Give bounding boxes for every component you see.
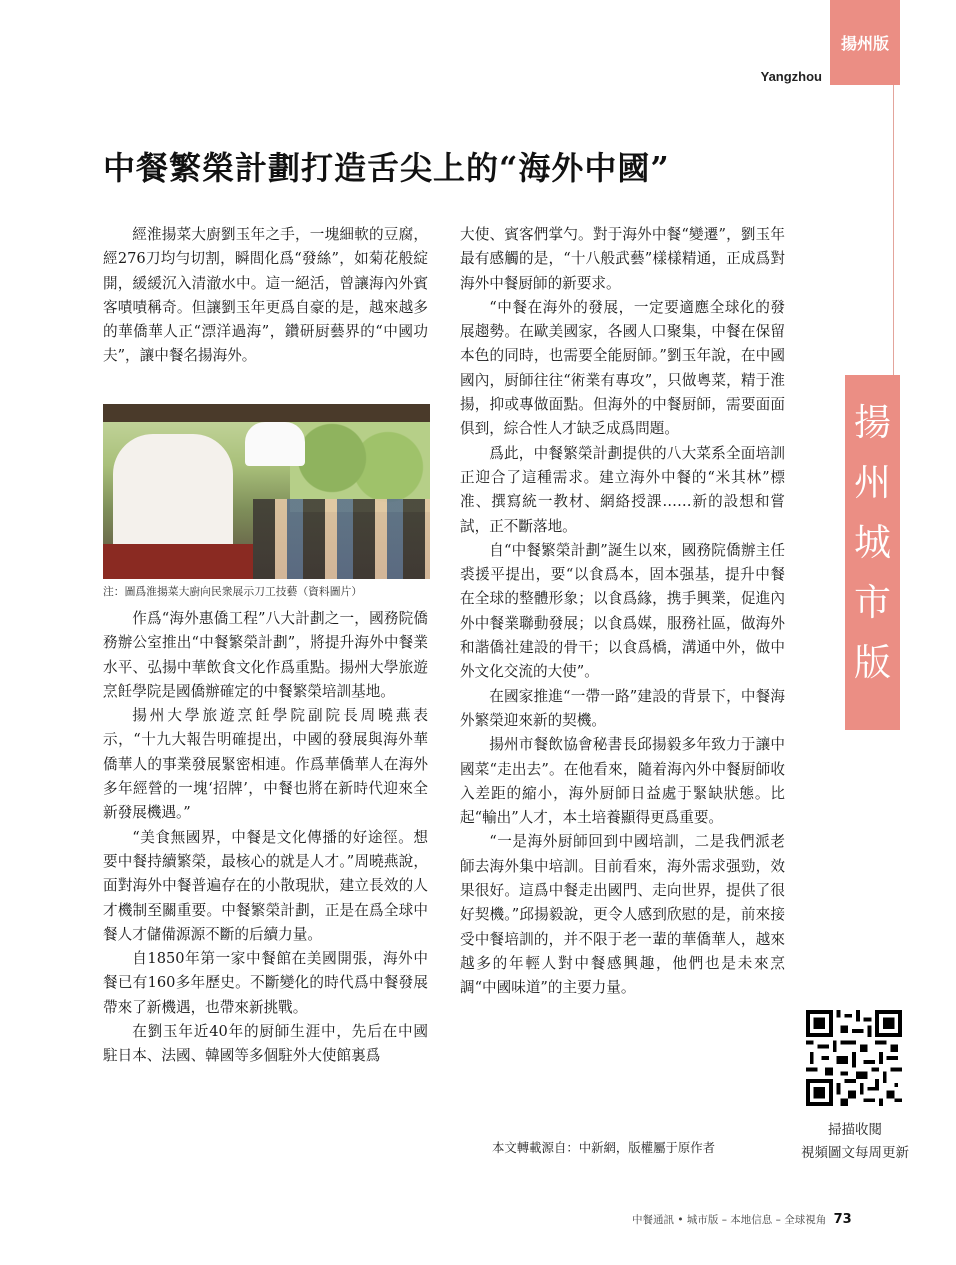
paragraph: 爲此，中餐繁榮計劃提供的八大菜系全面培訓正迎合了這種需求。建立海外中餐的“米其林”標准、撰寫統一教材、網絡授課……新的設想和嘗試，正不斷落地。 [460,444,785,535]
side-edition-tab [845,375,900,730]
left-column-top [103,223,428,369]
qr-label-line2: 視頻圖文每周更新 [801,1145,909,1161]
qr-label-line1: 掃描收閱 [828,1122,882,1138]
paragraph: “中餐在海外的發展，一定要適應全球化的發展趨勢。在歐美國家，各國人口聚集，中餐在保留本色的同時，也需要全能厨師。”劉玉年說，在中國國內，厨師往往“術業有專攻”，只做粵菜，精于淮揚，抑或專做面點。但海外的中餐厨師，需要面面俱到，綜合性人才缺乏成爲問題。 [460,298,785,438]
paragraph: 揚州大學旅遊烹飪學院副院長周曉燕表示，“十九大報告明確提出，中國的發展與海外華僑華人的事業發展緊密相連。作爲華僑華人在海外多年經營的一塊‘招牌’，中餐也將在新時代迎來全新發展機遇。” [103,707,428,822]
edition-tab: 揚州版 [830,0,900,85]
footer-publication: 中餐通訊 • 城市版 – 本地信息 – 全球視角 [632,1214,827,1226]
paragraph: 作爲“海外惠僑工程”八大計劃之一，國務院僑務辦公室推出“中餐繁榮計劃”，將提升海外中餐業水平、弘揚中華飲食文化作爲重點。揚州大學旅遊烹飪學院是國僑辦確定的中餐繁榮培訓基地。 [103,610,428,700]
left-column-bottom [103,607,428,1069]
photo-apron [103,544,253,579]
side-tab-char: 版 [854,641,891,684]
qr-code-icon [806,1010,902,1106]
photo-crowd [253,499,430,579]
side-tab-char: 市 [854,581,891,624]
article-photo [103,404,430,579]
side-tab-char: 城 [854,521,891,564]
side-tab-char: 州 [854,461,891,504]
paragraph: “一是海外厨師回到中國培訓，二是我們派老師去海外集中培訓。目前看來，海外需求强勁，效果很好。這爲中餐走出國門、走向世界，提供了很好契機。”邱揚毅說，更令人感到欣慰的是，前來接受中餐培訓的，并不限于老一輩的華僑華人，越來越多的年輕人對中餐感興趣，他們也是未來烹調“中國味道”的主要力量。 [460,833,785,997]
paragraph: 自“中餐繁榮計劃”誕生以來，國務院僑辦主任裘援平提出，要“以食爲本，固本强基，提升中餐在全球的整體形象；以食爲緣，携手興業，促進內外中餐業聯動發展；以食爲媒，服務社區，做海外和諧僑社建設的骨干；以食爲橋，溝通中外，做中外文化交流的大使”。 [460,541,785,681]
side-tab-char: 揚 [854,401,891,444]
photo-chef-hat [245,422,305,466]
photo-caption: 注：圖爲淮揚菜大廚向民衆展示刀工技藝（資料圖片） [103,585,363,598]
side-rule [893,85,894,375]
page-number: 73 [833,1212,852,1227]
paragraph: 在國家推進“一帶一路”建設的背景下，中餐海外繁榮迎來新的契機。 [460,687,785,729]
right-column [460,223,785,1001]
paragraph: 在劉玉年近40年的厨師生涯中，先后在中國駐日本、法國、韓國等多個駐外大使館裏爲 [103,1023,428,1065]
city-label: Yangzhou [760,69,822,84]
paragraph: “美食無國界，中餐是文化傳播的好途徑。想要中餐持續繁榮，最核心的就是人才。”周曉燕說，面對海外中餐普遍存在的小散現狀，建立長效的人才機制至關重要。中餐繁榮計劃，正是在爲全球中餐人才儲備源源不斷的后續力量。 [103,828,428,943]
paragraph: 揚州市餐飲協會秘書長邱揚毅多年致力于讓中國菜“走出去”。在他看來，隨着海內外中餐厨師收入差距的縮小，海外厨師日益處于緊缺狀態。比起“輸出”人才，本土培養顯得更爲重要。 [460,736,785,827]
paragraph: 大使、賓客們掌勺。對于海外中餐“變遷”，劉玉年最有感觸的是，“十八般武藝”樣樣精通，正成爲對海外中餐厨師的新要求。 [460,226,785,292]
paragraph: 經淮揚菜大廚劉玉年之手，一塊細軟的豆腐，經276刀均勻切割，瞬間化爲“發絲”，如菊花般綻開，緩緩沉入清澈水中。這一絕活，曾讓海內外賓客嘖嘖稱奇。但讓劉玉年更爲自豪的是，越來越多的華僑華人正“漂洋過海”，鑽研厨藝界的“中國功夫”，讓中餐名揚海外。 [103,226,428,365]
photo-roof [103,404,430,422]
source-note: 本文轉載源自：中新網，版權屬于原作者 [492,1140,716,1155]
article-title: 中餐繁榮計劃打造舌尖上的“海外中國” [103,149,670,188]
qr-code[interactable] [806,1010,902,1106]
paragraph: 自1850年第一家中餐館在美國開張，海外中餐已有160多年歷史。不斷變化的時代爲中餐發展帶來了新機遇，也帶來新挑戰。 [103,950,428,1016]
page-footer [632,1212,852,1227]
